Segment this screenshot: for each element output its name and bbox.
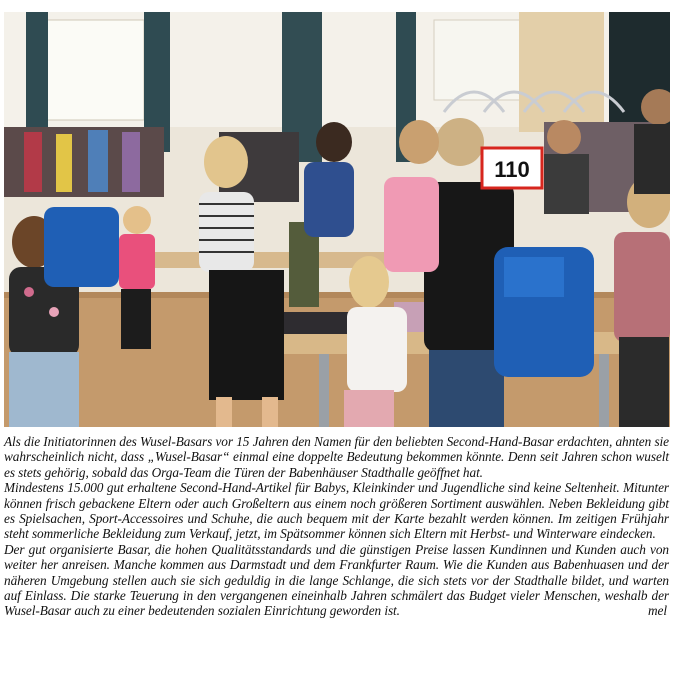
person-blue-top bbox=[304, 162, 354, 237]
paragraph-1: Als die Initiatorinnen des Wusel-Basars vor 15 Jahren den Namen für den beliebten Second-Hand-Basar erdachten, ahnten sie wahrscheinlich nicht, dass „Wusel-Basar“ einmal eine doppelte Bedeutung bekommen könnte. Denn seit Jahren schon wuselt es stets gehörig, sobald das Orga-Team die Türen der Babenhäuser Stadthalle geöffnet hat. bbox=[4, 434, 669, 480]
wood-panel bbox=[519, 12, 604, 132]
author-signature: mel bbox=[648, 603, 667, 619]
girl-white-shirt bbox=[347, 307, 407, 392]
person-black-trousers bbox=[209, 270, 284, 400]
person-jeans bbox=[429, 350, 504, 427]
child-pink bbox=[119, 234, 155, 289]
person-jeans bbox=[9, 352, 79, 427]
bazaar-photo bbox=[4, 12, 670, 427]
paragraph-2: Mindestens 15.000 gut erhaltene Second-Hand-Artikel für Babys, Kleinkinder und Jugendliche sind keine Seltenheit. Mitunter können frisch gebackene Eltern oder auch Großeltern aus einem noch größeren Sortiment auswählen. Neben Bekleidung gibt es Spielsachen, Sport-Accessoires und Schuhe, die auch bequem mit der Karte bezahlt werden können. Im zeitigen Frühjahr steht sommerliche Bekleidung zum Verkauf, jetzt, im Spätsommer können sich Eltern mit Herbst- und Winterware eindecken. bbox=[4, 480, 669, 542]
blue-ikea-bag bbox=[44, 207, 119, 287]
girl-pink-trousers bbox=[344, 390, 394, 427]
article-caption bbox=[4, 434, 669, 619]
table-number-text: 110 bbox=[494, 157, 530, 182]
person-pink-top bbox=[384, 177, 439, 272]
person-bun-hair bbox=[436, 118, 484, 166]
person-mauve-top bbox=[614, 232, 670, 342]
paragraph-3 bbox=[4, 542, 669, 619]
window bbox=[44, 20, 144, 120]
bazaar-scene bbox=[4, 12, 670, 427]
curtain bbox=[26, 12, 48, 142]
person-blonde-hair bbox=[204, 136, 248, 188]
girl-blonde-hair bbox=[349, 256, 389, 308]
paragraph-3-text: Der gut organisierte Basar, die hohen Qualitätsstandards und die günstigen Preise lassen Kundinnen und Kunden auch von weiter her anreisen. Manche kommen aus Darmstadt und dem Frankfurter Raum. Wie die Kunden aus Babenhuasen und der näheren Umgebung stellen auch sie sich geduldig in die lange Schlange, die sich stets vor der Stadthalle bildet, und warten auf Einlass. Die starke Teuerung in den vergangenen eineinhalb Jahren schmälert das Budget vieler Menschen, weshalb der Wusel-Basar auch zu einer bedeutenden sozialen Einrichtung geworden ist. bbox=[4, 541, 669, 619]
